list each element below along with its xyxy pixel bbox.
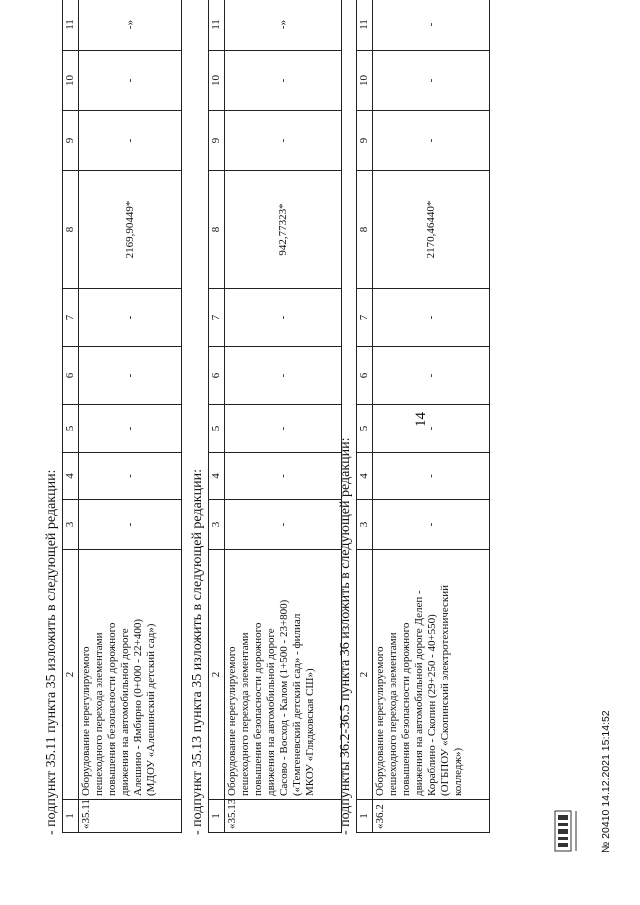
row-code: «35.11 — [79, 800, 182, 833]
table-header-row — [63, 0, 79, 833]
description-line: Оборудование нерегулируемого — [226, 646, 238, 796]
header-cell: 4 — [63, 453, 79, 500]
header-cell: 10 — [209, 51, 225, 111]
header-cell: 4 — [357, 453, 373, 500]
section-intro: - подпункт 35.13 пункта 35 изложить в следующей редакции: — [190, 469, 205, 835]
header-cell: 6 — [63, 347, 79, 405]
cell-col-4: - — [225, 453, 342, 500]
header-cell: 4 — [209, 453, 225, 500]
description-line: Сасово - Восход - Калом (1+500 - 23+800) — [277, 599, 290, 796]
amendment-table — [208, 0, 342, 833]
cell-col-3: - — [225, 500, 342, 550]
row-description — [225, 550, 342, 800]
row-description — [373, 550, 490, 800]
header-cell: 2 — [63, 550, 79, 800]
cell-col-5: - — [225, 405, 342, 453]
table-header-row — [209, 0, 225, 833]
description-line: Оборудование нерегулируемого — [374, 646, 386, 796]
cell-col-10: - — [225, 51, 342, 111]
header-cell: 8 — [63, 171, 79, 289]
header-cell: 2 — [209, 550, 225, 800]
header-cell: 11 — [209, 0, 225, 51]
section-intro: - подпункт 35.11 пункта 35 изложить в следующей редакции: — [44, 469, 59, 835]
header-cell: 1 — [209, 800, 225, 833]
section-intro: - подпункты 36.2-36.5 пункта 36 изложить в следующей редакции: — [338, 437, 353, 835]
description-line: Алешино - Ямбирно (0+000 - 22+400) — [131, 618, 144, 796]
description-line: повышения безопасности дорожного — [251, 622, 264, 796]
description-line: повышения безопасности дорожного — [105, 622, 118, 796]
header-cell: 8 — [209, 171, 225, 289]
header-cell: 10 — [357, 51, 373, 111]
description-line: повышения безопасности дорожного — [399, 622, 412, 796]
cell-col-11: -» — [225, 0, 342, 51]
cell-col-11: - — [373, 0, 490, 51]
header-cell: 5 — [357, 405, 373, 453]
header-cell: 1 — [63, 800, 79, 833]
description-line: Оборудование нерегулируемого — [80, 646, 92, 796]
cell-col-5: - — [79, 405, 182, 453]
row-code: «35.13 — [225, 800, 342, 833]
header-cell: 11 — [63, 0, 79, 51]
header-cell: 3 — [63, 500, 79, 550]
description-line: колледж») — [451, 747, 464, 796]
cell-col-3: - — [79, 500, 182, 550]
table-row — [373, 0, 490, 833]
description-line: МКОУ «Глядковская СШ») — [303, 668, 316, 796]
cell-col-7: - — [373, 289, 490, 347]
cell-col-6: - — [225, 347, 342, 405]
description-line: движения на автомобильной дороге — [118, 628, 131, 796]
table-row — [225, 0, 342, 833]
amendment-table — [62, 0, 182, 833]
cell-col-8: 2170,46440* — [373, 171, 490, 289]
description-line: (ОГБПОУ «Скопинский электротехнический — [438, 584, 451, 796]
cell-col-8: 942,77323* — [225, 171, 342, 289]
table-header-row — [357, 0, 373, 833]
header-cell: 3 — [357, 500, 373, 550]
header-cell: 5 — [63, 405, 79, 453]
cell-col-10: - — [373, 51, 490, 111]
header-cell: 5 — [209, 405, 225, 453]
header-cell: 11 — [357, 0, 373, 51]
description-line: движения на автомобильной дороге Делеп - — [412, 590, 425, 796]
cell-col-7: - — [79, 289, 182, 347]
cell-col-3: - — [373, 500, 490, 550]
description-line: пешеходного перехода элементами — [386, 632, 399, 796]
header-cell: 2 — [357, 550, 373, 800]
header-cell: 9 — [357, 111, 373, 171]
header-cell: 10 — [63, 51, 79, 111]
cell-col-7: - — [225, 289, 342, 347]
header-cell: 3 — [209, 500, 225, 550]
registration-note: № 20410 14.12.2021 15:14:52 — [600, 710, 612, 853]
header-cell: 6 — [357, 347, 373, 405]
row-description — [79, 550, 182, 800]
description-line: движения на автомобильной дороге — [264, 628, 277, 796]
description-line: пешеходного перехода элементами — [92, 632, 105, 796]
row-code: «36.2 — [373, 800, 490, 833]
cell-col-10: - — [79, 51, 182, 111]
amendment-table — [356, 0, 490, 833]
header-cell: 7 — [209, 289, 225, 347]
header-cell: 7 — [357, 289, 373, 347]
page-number: 14 — [413, 412, 429, 427]
description-line: пешеходного перехода элементами — [238, 632, 251, 796]
cell-col-11: -» — [79, 0, 182, 51]
cell-col-4: - — [373, 453, 490, 500]
description-line: Кораблино - Скопин (29+250 - 40+550) — [425, 614, 438, 796]
cell-col-5: - — [373, 405, 490, 453]
cell-col-9: - — [373, 111, 490, 171]
header-cell: 7 — [63, 289, 79, 347]
table-row — [79, 0, 182, 833]
header-cell: 8 — [357, 171, 373, 289]
cell-col-4: - — [79, 453, 182, 500]
cell-col-6: - — [373, 347, 490, 405]
header-cell: 9 — [63, 111, 79, 171]
header-cell: 1 — [357, 800, 373, 833]
cell-col-8: 2169,90449* — [79, 171, 182, 289]
description-line: (МДОУ «Алешинский детский сад») — [144, 623, 157, 796]
header-cell: 9 — [209, 111, 225, 171]
description-line: («Темгеневский детский сад» - филиал — [290, 613, 303, 796]
cell-col-9: - — [225, 111, 342, 171]
stamp-logo-icon — [552, 809, 582, 853]
cell-col-9: - — [79, 111, 182, 171]
header-cell: 6 — [209, 347, 225, 405]
cell-col-6: - — [79, 347, 182, 405]
